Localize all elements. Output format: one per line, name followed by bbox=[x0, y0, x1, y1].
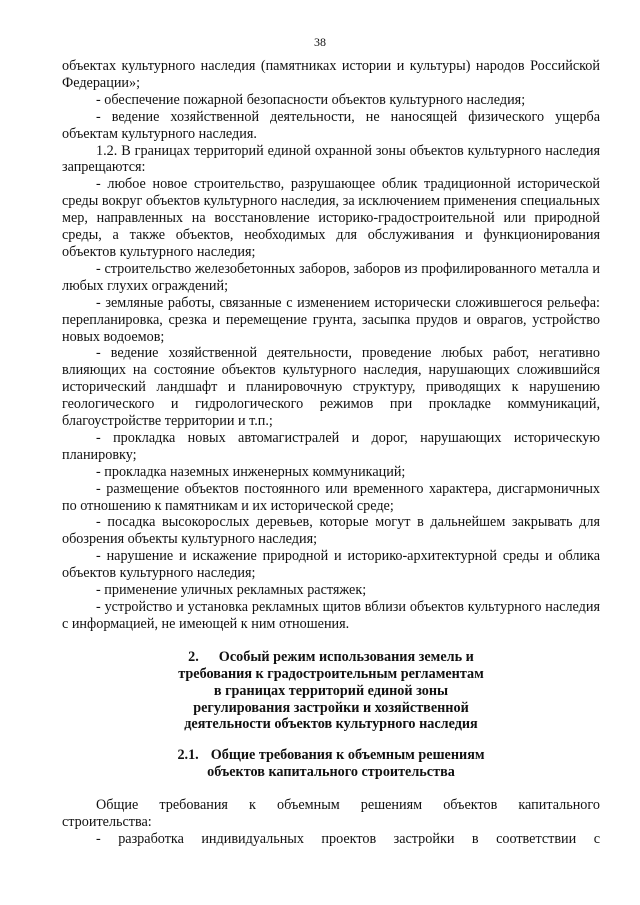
paragraph: - размещение объектов постоянного или временного характера, дисгармоничных по отношению к памятникам и их исторической среде; bbox=[62, 480, 600, 514]
section-heading-line: 2. Особый режим использования земель и bbox=[188, 648, 474, 665]
section-heading-line: в границах территорий единой зоны bbox=[213, 682, 449, 699]
section-2-1-heading bbox=[62, 747, 600, 781]
subsection-heading-line: 2.1. Общие требования к объемным решениям bbox=[177, 747, 485, 764]
section-number: 2. bbox=[188, 648, 199, 665]
paragraph: - земляные работы, связанные с изменением исторически сложившегося рельефа: перепланировка, срезка и перемещение грунта, засыпка прудов и оврагов, устройство новых водоемов; bbox=[62, 294, 600, 345]
paragraph: - прокладка новых автомагистралей и дорог, нарушающих историческую планировку; bbox=[62, 429, 600, 463]
general-requirements-line: Общие требования к объемным решениям объектов капитального bbox=[96, 797, 600, 814]
paragraph: - применение уличных рекламных растяжек; bbox=[96, 582, 367, 599]
document-body bbox=[62, 58, 600, 848]
section-2-heading bbox=[62, 649, 600, 734]
subsection-heading-line: объектов капитального строительства bbox=[207, 764, 455, 781]
page-number: 38 bbox=[314, 35, 326, 49]
requirement-item-line: - разработка индивидуальных проектов застройки в соответствии с bbox=[96, 830, 600, 847]
paragraph: - устройство и установка рекламных щитов вблизи объектов культурного наследия с информацией, не имеющей к ним отношения. bbox=[62, 599, 600, 632]
paragraph: - любое новое строительство, разрушающее облик традиционной исторической среды вокруг объектов культурного наследия, за исключением применения специальных мер, направленных на восстановление историко-градостроительной или природной среды, а также объектов, необходимых для обслуживания и функционирования объектов культурного наследия; bbox=[62, 176, 600, 260]
section-heading-line: регулирования застройки и хозяйственной bbox=[193, 699, 469, 716]
section-heading-line: требования к градостроительным регламентам bbox=[178, 665, 484, 682]
paragraph: - обеспечение пожарной безопасности объектов культурного наследия; bbox=[96, 91, 526, 108]
section-heading-line: деятельности объектов культурного наследия bbox=[184, 716, 478, 733]
paragraph: - строительство железобетонных заборов, заборов из профилированного металла и любых глухих ограждений; bbox=[62, 260, 600, 294]
general-requirements-continuation: строительства: bbox=[62, 814, 152, 831]
paragraph: - посадка высокорослых деревьев, которые могут в дальнейшем закрывать для обозрения объекты культурного наследия; bbox=[62, 514, 600, 548]
paragraph: - нарушение и искажение природной и историко-архитектурной среды и облика объектов культурного наследия; bbox=[62, 548, 600, 582]
paragraph: - ведение хозяйственной деятельности, не наносящей физического ущерба объектам культурного наследия. bbox=[62, 108, 600, 142]
paragraph: - ведение хозяйственной деятельности, проведение любых работ, негативно влияющих на состояние объектов культурного наследия, нарушающих сложившийся исторический ландшафт и планировочную структуру, приводящих к нарушению геологического и гидрологического режимов при прокладке коммуникаций, благоустройстве территории и т.п.; bbox=[62, 345, 600, 430]
subsection-number: 2.1. bbox=[177, 747, 199, 764]
paragraph: объектах культурного наследия (памятниках истории и культуры) народов Российской Федерации»; bbox=[62, 58, 600, 91]
paragraph: 1.2. В границах территорий единой охранной зоны объектов культурного наследия запрещаются: bbox=[62, 142, 600, 176]
paragraph: - прокладка наземных инженерных коммуникаций; bbox=[96, 463, 406, 480]
